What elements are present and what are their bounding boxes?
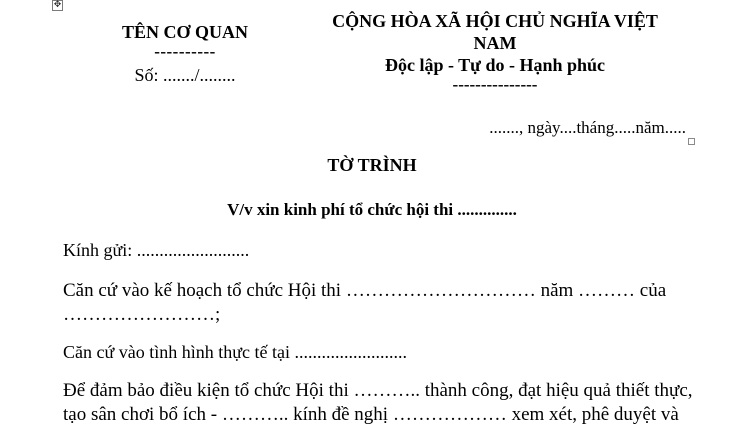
- table-move-handle-icon[interactable]: ✥: [53, 0, 62, 10]
- purpose-paragraph: Để đảm bảo điều kiện tổ chức Hội thi ……….. thành công, đạt hiệu quả thiết thực, tạo sân chơi bổ ích - ……….. kính đề nghị ……………… xem xét, phê duyệt và: [63, 380, 693, 425]
- date-line: ......., ngày....tháng.....năm.....: [489, 118, 686, 137]
- basis-paragraph-2: Căn cứ vào tình hình thực tế tại .........................: [63, 342, 407, 362]
- basis-paragraph-1: Căn cứ vào kế hoạch tổ chức Hội thi ………………………… năm ……… của ……………………;: [63, 280, 667, 325]
- document-number: Số: ......./........: [134, 65, 236, 85]
- recipient-line: Kính gửi: .........................: [63, 240, 250, 260]
- table-cell-end-marker: [688, 138, 695, 145]
- motto-underline: ---------------: [452, 75, 538, 94]
- republic-name: CỘNG HÒA XÃ HỘI CHỦ NGHĨA VIỆT NAM: [332, 11, 658, 53]
- agency-underline: ----------: [154, 42, 216, 61]
- document-subject: V/v xin kinh phí tổ chức hội thi ..............: [227, 200, 517, 219]
- agency-name: TÊN CƠ QUAN: [121, 22, 248, 42]
- national-motto: Độc lập - Tự do - Hạnh phúc: [384, 55, 606, 75]
- document-title: TỜ TRÌNH: [327, 155, 417, 175]
